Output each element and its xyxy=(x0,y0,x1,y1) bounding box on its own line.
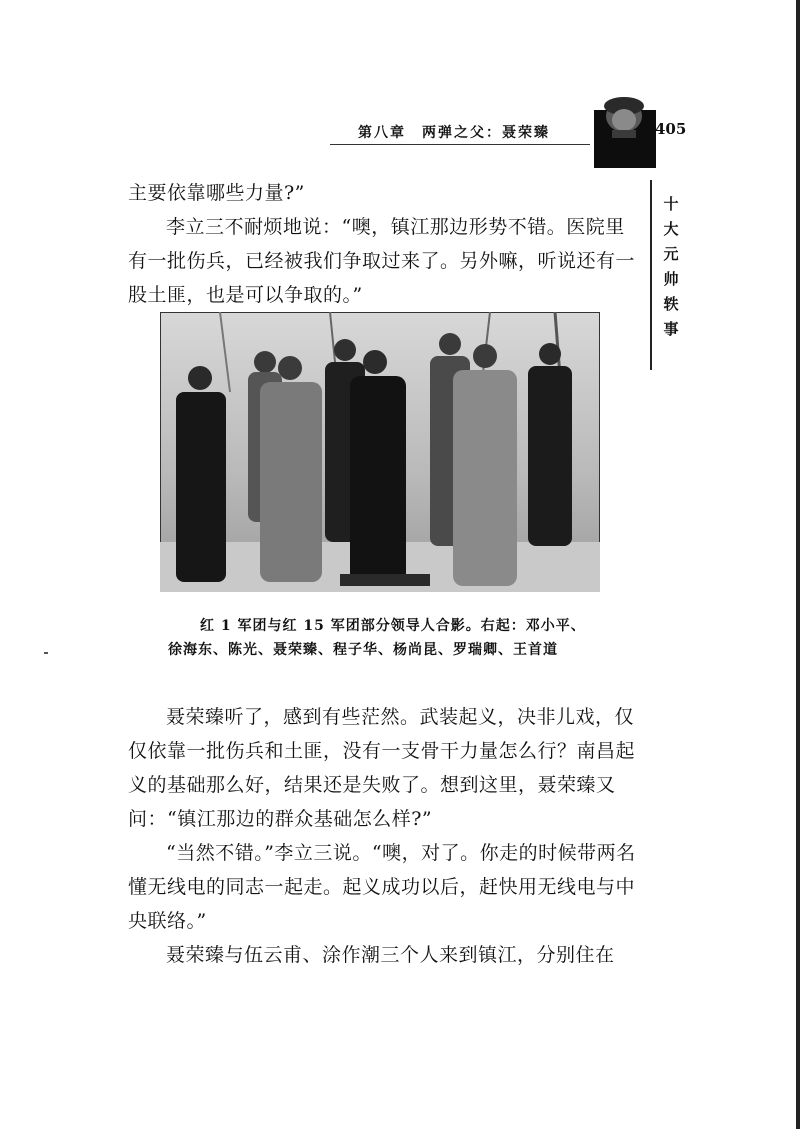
paragraph: 李立三不耐烦地说：“噢，镇江那边形势不错。医院里有一批伤兵，已经被我们争取过来了。另外嘛，听说还有一股土匪，也是可以争取的。” xyxy=(128,216,636,306)
scan-speck xyxy=(44,652,48,654)
caption-text: 红 1 军团与红 15 军团部分领导人合影。右起：邓小平、徐海东、陈光、聂荣臻、程子华、杨尚昆、罗瑞卿、王首道 xyxy=(168,618,586,658)
header-rule xyxy=(330,144,592,145)
book-title-vertical: 十大元帅轶事 xyxy=(663,195,679,338)
paragraph: “当然不错。”李立三说。“噢，对了。你走的时候带两名懂无线电的同志一起走。起义成功以后，赶快用无线电与中央联络。” xyxy=(128,842,636,932)
body-text-bottom xyxy=(128,700,640,972)
photo-caption xyxy=(168,614,598,662)
paragraph: 聂荣臻听了，感到有些茫然。武装起义，决非儿戏，仅仅依靠一批伤兵和土匪，没有一支骨干力量怎么行？南昌起义的基础那么好，结果还是失败了。想到这里，聂荣臻又问：“镇江那边的群众基础怎么样?” xyxy=(128,706,636,830)
page-number: 405 xyxy=(655,120,687,138)
side-tab-rule xyxy=(650,180,652,370)
historical-group-photo xyxy=(160,312,600,592)
side-book-title-tab xyxy=(650,180,680,370)
paragraph: 主要依靠哪些力量?” xyxy=(128,182,305,204)
paragraph: 聂荣臻与伍云甫、涂作潮三个人来到镇江，分别住在 xyxy=(166,944,615,966)
body-text-top xyxy=(128,176,640,312)
portrait-thumbnail xyxy=(590,96,658,168)
chapter-title: 第八章 两弹之父：聂荣臻 xyxy=(358,125,550,141)
page-edge-shadow xyxy=(796,0,800,1129)
